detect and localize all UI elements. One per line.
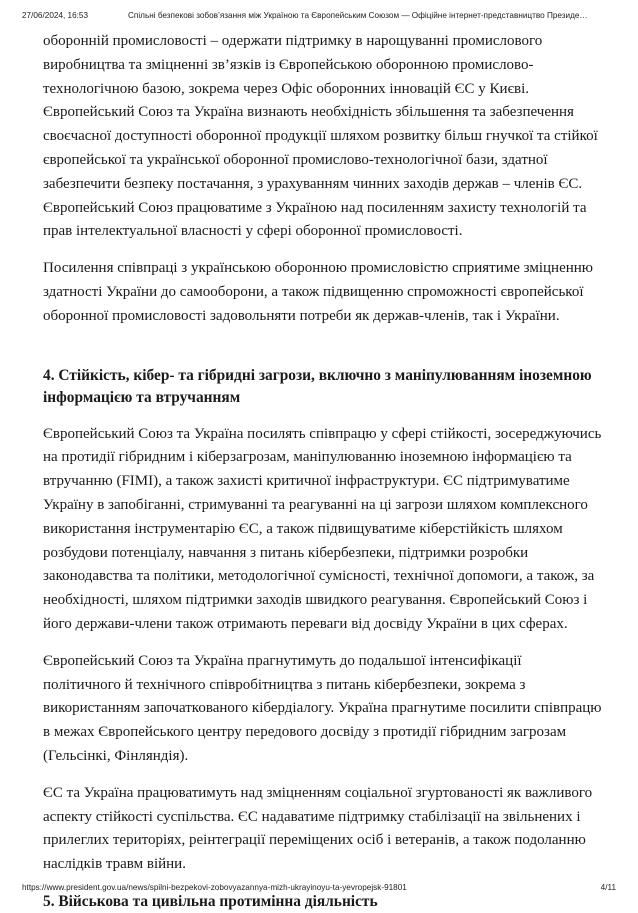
section-heading-demining: 5. Військова та цивільна протимінна діяльність xyxy=(43,892,378,910)
page-number: 4/11 xyxy=(600,883,616,892)
article-content xyxy=(43,30,603,913)
paragraph-defense-cooperation: Посилення співпраці з українською оборонною промисловістю сприятиме зміцненню здатності України до самооборони, а також підвищенню спроможності європейської оборонної промисловості задовольняти потреби як держав-членів, так і України. xyxy=(43,260,594,324)
paragraph-defense-industry: оборонній промисловості – одержати підтримку в нарощуванні промислового виробництва та зміцненні зв’язків із Європейською оборонною промислово-технологічною базою, зокрема через Офіс оборонних інновацій ЄС у Києві. Європейський Союз та Україна визнають необхідність збільшення та забезпечення своєчасної доступності оборонної продукції шляхом розвитку більш гнучкої та стійкої європейської та української оборонної промислово-технологічної бази, здатної забезпечити безпеку постачання, з урахуванням чинних заходів держав – членів ЄС. Європейський Союз працюватиме з Україною над посиленням захисту технологій та прав інтелектуальної власності у сфері оборонної промисловості. xyxy=(43,33,598,240)
paragraph-social-cohesion: ЄС та Україна працюватимуть над зміцненням соціальної згуртованості як важливого аспекту стійкості суспільства. ЄС надаватиме підтримку стабілізації на звільнених і прилеглих територіях, реінтеграції переміщених осіб і ветеранів, а також подоланню наслідків травм війни. xyxy=(43,784,593,873)
paragraph-resilience: Європейський Союз та Україна посилять співпрацю у сфері стійкості, зосереджуючись на протидії гібридним і кіберзагрозам, маніпулюванню іноземною інформацією та втручанню (FIMI), а також захисті критичної інфраструктури. ЄС підтримуватиме Україну в запобіганні, стримуванні та реагуванні на ці загрози шляхом комплексного використання інструментарію ЄС, а також підвищуватиме кіберстійкість шляхом розбудови потенціалу, навчання з питань кібербезпеки, підтримки розробки законодавства та політики, методологічної сумісності, технічної допомоги, а також, за необхідності, шляхом підтримки заходів швидкого реагування. Європейський Союз і його держави-члени також отримають переваги від досвіду України в цих сферах. xyxy=(43,425,602,632)
section-heading-resilience: 4. Стійкість, кібер- та гібридні загрози, включно з маніпулюванням іноземною інформацією та втручанням xyxy=(43,366,592,406)
print-header xyxy=(0,0,638,26)
print-datetime: 27/06/2024, 16:53 xyxy=(22,11,89,20)
print-footer xyxy=(0,879,638,903)
paragraph-cybersecurity: Європейський Союз та Україна прагнутимуть до подальшої інтенсифікації політичного й технічного співробітництва з питань кібербезпеки, зокрема з використанням започаткованого кібердіалогу. Україна прагнутиме посилити співпрацю в межах Європейського центру передового досвіду з протидії гібридним загрозам (Гельсінкі, Фінляндія). xyxy=(43,652,602,764)
print-url: https://www.president.gov.ua/news/spilni-bezpekovi-zobovyazannya-mizh-ukrayinoyu-ta-yevropejsk-91801 xyxy=(22,883,407,892)
print-page-title: Спільні безпекові зобов’язання між Україною та Європейським Союзом — Офіційне інтернет-представництво Президе… xyxy=(128,11,588,20)
